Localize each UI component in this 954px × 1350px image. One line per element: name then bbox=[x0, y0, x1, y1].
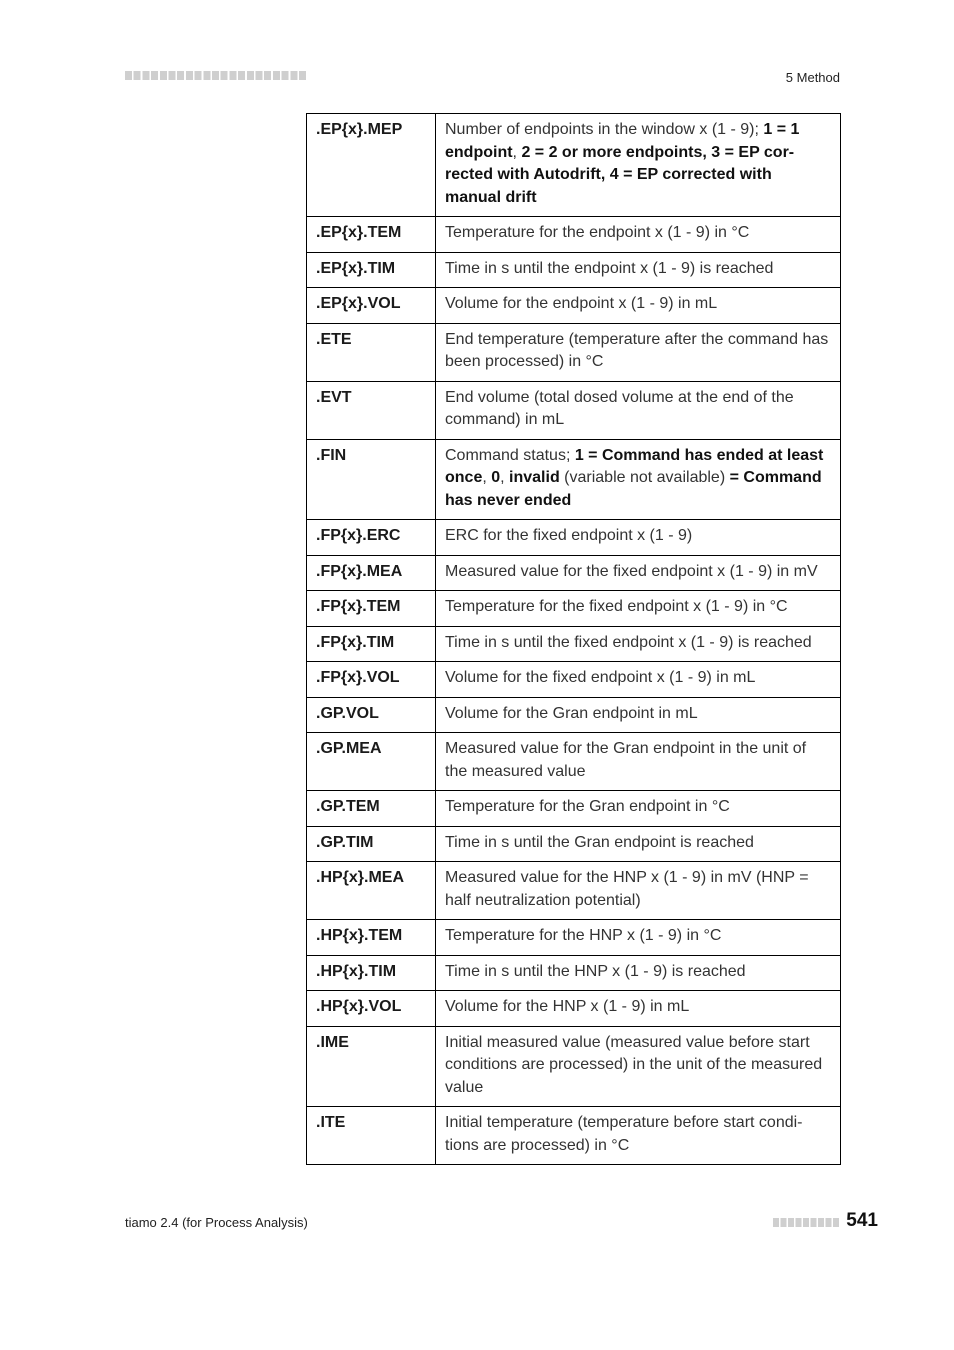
variable-name: .FP{x}.ERC bbox=[307, 520, 436, 556]
description-text: Measured value for the fixed endpoint x (1 - 9) in mV bbox=[445, 562, 818, 580]
table-row bbox=[307, 791, 841, 827]
description-text: Time in s until the Gran endpoint is reached bbox=[445, 833, 754, 851]
table-row bbox=[307, 1026, 841, 1107]
table-row bbox=[307, 114, 841, 217]
variable-name: .EP{x}.VOL bbox=[307, 288, 436, 324]
table-row bbox=[307, 217, 841, 253]
variable-name: .EP{x}.TIM bbox=[307, 252, 436, 288]
description-text: , bbox=[482, 469, 492, 486]
description-text: Measured value for the HNP x (1 - 9) in mV (HNP = half neutralization potential) bbox=[445, 869, 809, 909]
variable-name: .EP{x}.MEP bbox=[307, 114, 436, 217]
description-bold-text: 2 = 2 or more endpoints, 3 = EP cor-rected with Autodrift, 4 = EP corrected with manual drift bbox=[445, 143, 795, 206]
variable-name: .FP{x}.MEA bbox=[307, 555, 436, 591]
parameter-table bbox=[306, 113, 841, 1165]
variable-description bbox=[436, 591, 841, 627]
table-row bbox=[307, 697, 841, 733]
description-bold-text: invalid bbox=[509, 469, 560, 486]
variable-description bbox=[436, 733, 841, 791]
footer-decoration bbox=[773, 1218, 840, 1227]
variable-name: .FP{x}.VOL bbox=[307, 662, 436, 698]
variable-name: .IME bbox=[307, 1026, 436, 1107]
variable-description bbox=[436, 626, 841, 662]
description-bold-text: = Command has never ended bbox=[445, 469, 822, 509]
variable-name: .EVT bbox=[307, 381, 436, 439]
description-text: Temperature for the Gran endpoint in °C bbox=[445, 798, 730, 815]
description-text: Measured value for the Gran endpoint in the unit of the measured value bbox=[445, 740, 807, 780]
variable-description bbox=[436, 252, 841, 288]
header-decoration bbox=[125, 71, 307, 80]
description-text: Temperature for the HNP x (1 - 9) in °C bbox=[445, 927, 722, 944]
table-row bbox=[307, 862, 841, 920]
variable-name: .GP.VOL bbox=[307, 697, 436, 733]
table-row bbox=[307, 323, 841, 381]
variable-name: .ETE bbox=[307, 323, 436, 381]
variable-description bbox=[436, 555, 841, 591]
table-row bbox=[307, 1107, 841, 1165]
description-text: , bbox=[500, 469, 510, 486]
variable-description bbox=[436, 520, 841, 556]
variable-name: .ITE bbox=[307, 1107, 436, 1165]
table-row bbox=[307, 662, 841, 698]
description-text: Initial temperature (temperature before start condi-tions are processed) in °C bbox=[445, 1114, 803, 1154]
variable-description bbox=[436, 826, 841, 862]
description-text: Time in s until the endpoint x (1 - 9) is reached bbox=[445, 259, 774, 277]
variable-description bbox=[436, 662, 841, 698]
table-row bbox=[307, 439, 841, 520]
variable-description bbox=[436, 697, 841, 733]
page-number: 541 bbox=[846, 1210, 878, 1231]
description-bold-text: 0 bbox=[491, 469, 501, 486]
parameter-table-body bbox=[307, 114, 841, 1165]
description-text: Volume for the fixed endpoint x (1 - 9) in mL bbox=[445, 669, 756, 686]
variable-description bbox=[436, 217, 841, 253]
variable-description bbox=[436, 381, 841, 439]
variable-description bbox=[436, 323, 841, 381]
table-row bbox=[307, 288, 841, 324]
table-row bbox=[307, 555, 841, 591]
table-row bbox=[307, 826, 841, 862]
table-row bbox=[307, 520, 841, 556]
description-bold-text: 1 = 1 endpoint bbox=[445, 121, 800, 161]
table-row bbox=[307, 991, 841, 1027]
table-row bbox=[307, 955, 841, 991]
variable-name: .GP.TEM bbox=[307, 791, 436, 827]
variable-name: .GP.MEA bbox=[307, 733, 436, 791]
variable-name: .GP.TIM bbox=[307, 826, 436, 862]
variable-description bbox=[436, 862, 841, 920]
variable-description bbox=[436, 920, 841, 956]
variable-description bbox=[436, 1026, 841, 1107]
variable-description bbox=[436, 1107, 841, 1165]
description-text: Number of endpoints in the window x (1 - 9); bbox=[445, 121, 764, 138]
table-row bbox=[307, 733, 841, 791]
description-text: Temperature for the endpoint x (1 - 9) in °C bbox=[445, 224, 750, 241]
table-row bbox=[307, 252, 841, 288]
table-row bbox=[307, 626, 841, 662]
description-text: (variable not available) bbox=[559, 469, 730, 486]
variable-description bbox=[436, 439, 841, 520]
description-text: Temperature for the fixed endpoint x (1 - 9) in °C bbox=[445, 598, 788, 615]
variable-name: .HP{x}.TIM bbox=[307, 955, 436, 991]
variable-name: .FIN bbox=[307, 439, 436, 520]
variable-description bbox=[436, 991, 841, 1027]
variable-description bbox=[436, 114, 841, 217]
description-text: End volume (total dosed volume at the end of the command) in mL bbox=[445, 388, 794, 428]
variable-description bbox=[436, 288, 841, 324]
description-text: Time in s until the fixed endpoint x (1 - 9) is reached bbox=[445, 633, 812, 651]
variable-name: .HP{x}.TEM bbox=[307, 920, 436, 956]
description-text: ERC for the fixed endpoint x (1 - 9) bbox=[445, 527, 693, 544]
variable-name: .HP{x}.VOL bbox=[307, 991, 436, 1027]
variable-name: .FP{x}.TEM bbox=[307, 591, 436, 627]
variable-name: .EP{x}.TEM bbox=[307, 217, 436, 253]
variable-name: .FP{x}.TIM bbox=[307, 626, 436, 662]
description-text: Initial measured value (measured value before start conditions are processed) in the unit of the measured value bbox=[445, 1033, 823, 1096]
variable-description bbox=[436, 955, 841, 991]
table-row bbox=[307, 381, 841, 439]
description-text: Volume for the Gran endpoint in mL bbox=[445, 704, 698, 722]
description-text: Command status; bbox=[445, 446, 575, 464]
variable-name: .HP{x}.MEA bbox=[307, 862, 436, 920]
chapter-title: 5 Method bbox=[785, 70, 840, 85]
description-text: Time in s until the HNP x (1 - 9) is reached bbox=[445, 962, 746, 980]
description-text: End temperature (temperature after the command has been processed) in °C bbox=[445, 330, 829, 370]
description-text: Volume for the HNP x (1 - 9) in mL bbox=[445, 998, 690, 1015]
description-text: , bbox=[512, 143, 522, 161]
description-text: Volume for the endpoint x (1 - 9) in mL bbox=[445, 295, 718, 312]
variable-description bbox=[436, 791, 841, 827]
footer-product: tiamo 2.4 (for Process Analysis) bbox=[125, 1215, 308, 1230]
table-row bbox=[307, 920, 841, 956]
table-row bbox=[307, 591, 841, 627]
description-bold-text: 1 = Command has ended at least once bbox=[445, 446, 824, 486]
